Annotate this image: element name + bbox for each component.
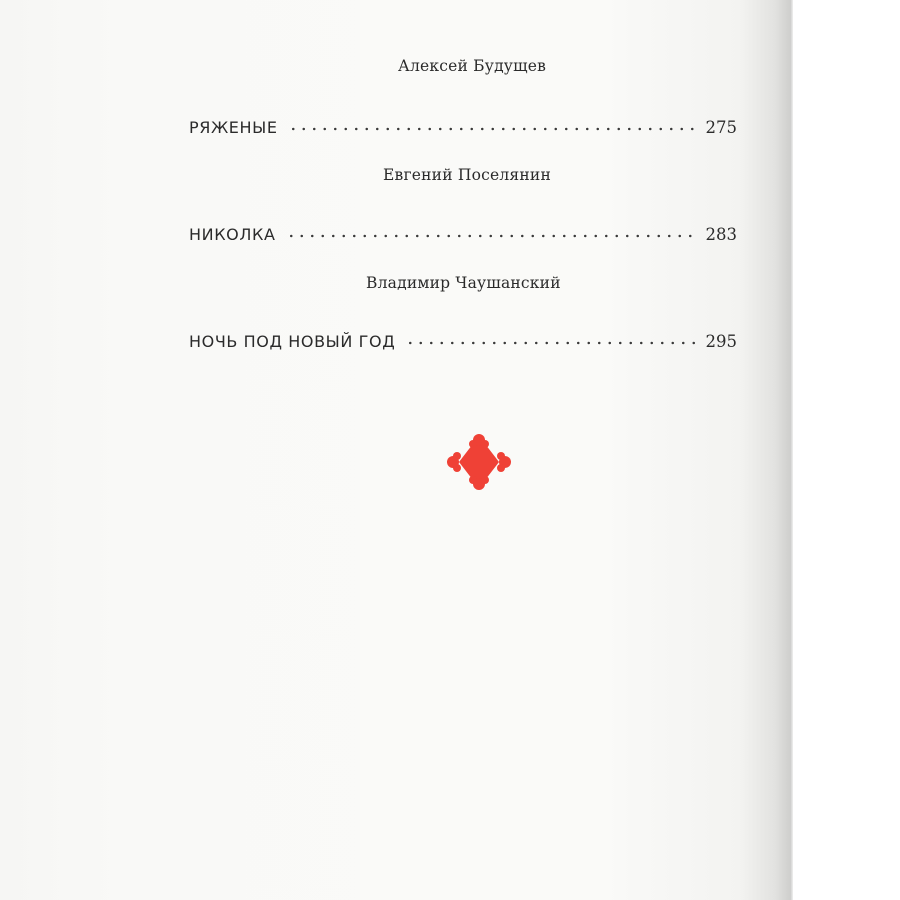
toc-entry-title: НОЧЬ ПОД НОВЫЙ ГОД	[189, 332, 396, 351]
toc-author-1: Алексей Будущев	[398, 57, 547, 75]
toc-entry-title: РЯЖЕНЫЕ	[189, 118, 278, 137]
toc-author-3: Владимир Чаушанский	[366, 274, 561, 292]
dot-leader	[286, 232, 698, 240]
toc-entry-page: 283	[705, 225, 737, 244]
dot-leader	[288, 125, 698, 133]
toc-entry-page: 275	[705, 118, 737, 137]
toc-entry-title: НИКОЛКА	[189, 225, 276, 244]
toc-author-2: Евгений Поселянин	[383, 166, 551, 184]
red-cross-ornament-icon	[444, 429, 514, 499]
toc-entry-1	[189, 113, 737, 137]
toc-entry-3	[189, 327, 737, 351]
dot-leader	[405, 339, 697, 347]
page-edge	[790, 0, 793, 900]
toc-entry-page: 295	[705, 332, 737, 351]
toc-entry-2	[189, 220, 737, 244]
